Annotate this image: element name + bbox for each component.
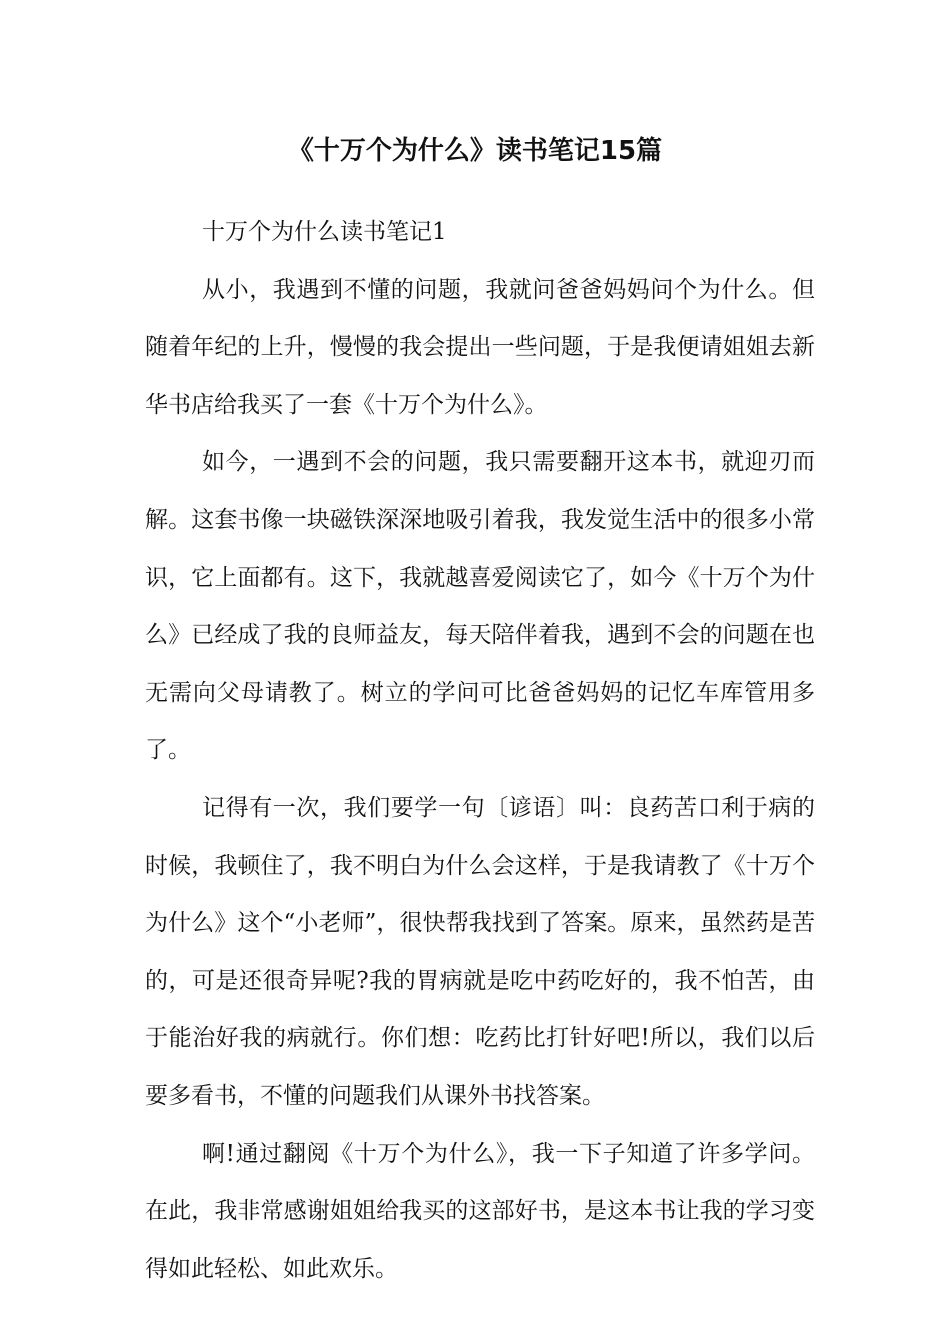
paragraph-3: 记得有一次，我们要学一句〔谚语〕叫：良药苦口利于病的时候，我顿住了，我不明白为什么会这样，于是我请教了《十万个为什么》这个“小老师”，很快帮我找到了答案。原来，虽然药是苦的，可是还很奇异呢?我的胃病就是吃中药吃好的，我不怕苦，由于能治好我的病就行。你们想：吃药比打针好吧!所以，我们以后要多看书，不懂的问题我们从课外书找答案。 <box>145 794 815 1109</box>
paragraph-2: 如今，一遇到不会的问题，我只需要翻开这本书，就迎刃而解。这套书像一块磁铁深深地吸引着我，我发觉生活中的很多小常识，它上面都有。这下，我就越喜爱阅读它了，如今《十万个为什么》已经成了我的良师益友，每天陪伴着我，遇到不会的问题在也无需向父母请教了。树立的学问可比爸爸妈妈的记忆车库管用多了。 <box>145 449 815 764</box>
section-heading: 十万个为什么读书笔记1 <box>202 219 447 245</box>
document-body <box>145 204 815 1298</box>
document-title: 《十万个为什么》读书笔记15篇 <box>287 136 663 166</box>
paragraph-1: 从小，我遇到不懂的问题，我就问爸爸妈妈问个为什么。但随着年纪的上升，慢慢的我会提出一些问题，于是我便请姐姐去新华书店给我买了一套《十万个为什么》。 <box>145 276 815 418</box>
paragraph-4: 啊!通过翻阅《十万个为什么》，我一下子知道了许多学问。在此，我非常感谢姐姐给我买的这部好书，是这本书让我的学习变得如此轻松、如此欢乐。 <box>145 1140 815 1282</box>
